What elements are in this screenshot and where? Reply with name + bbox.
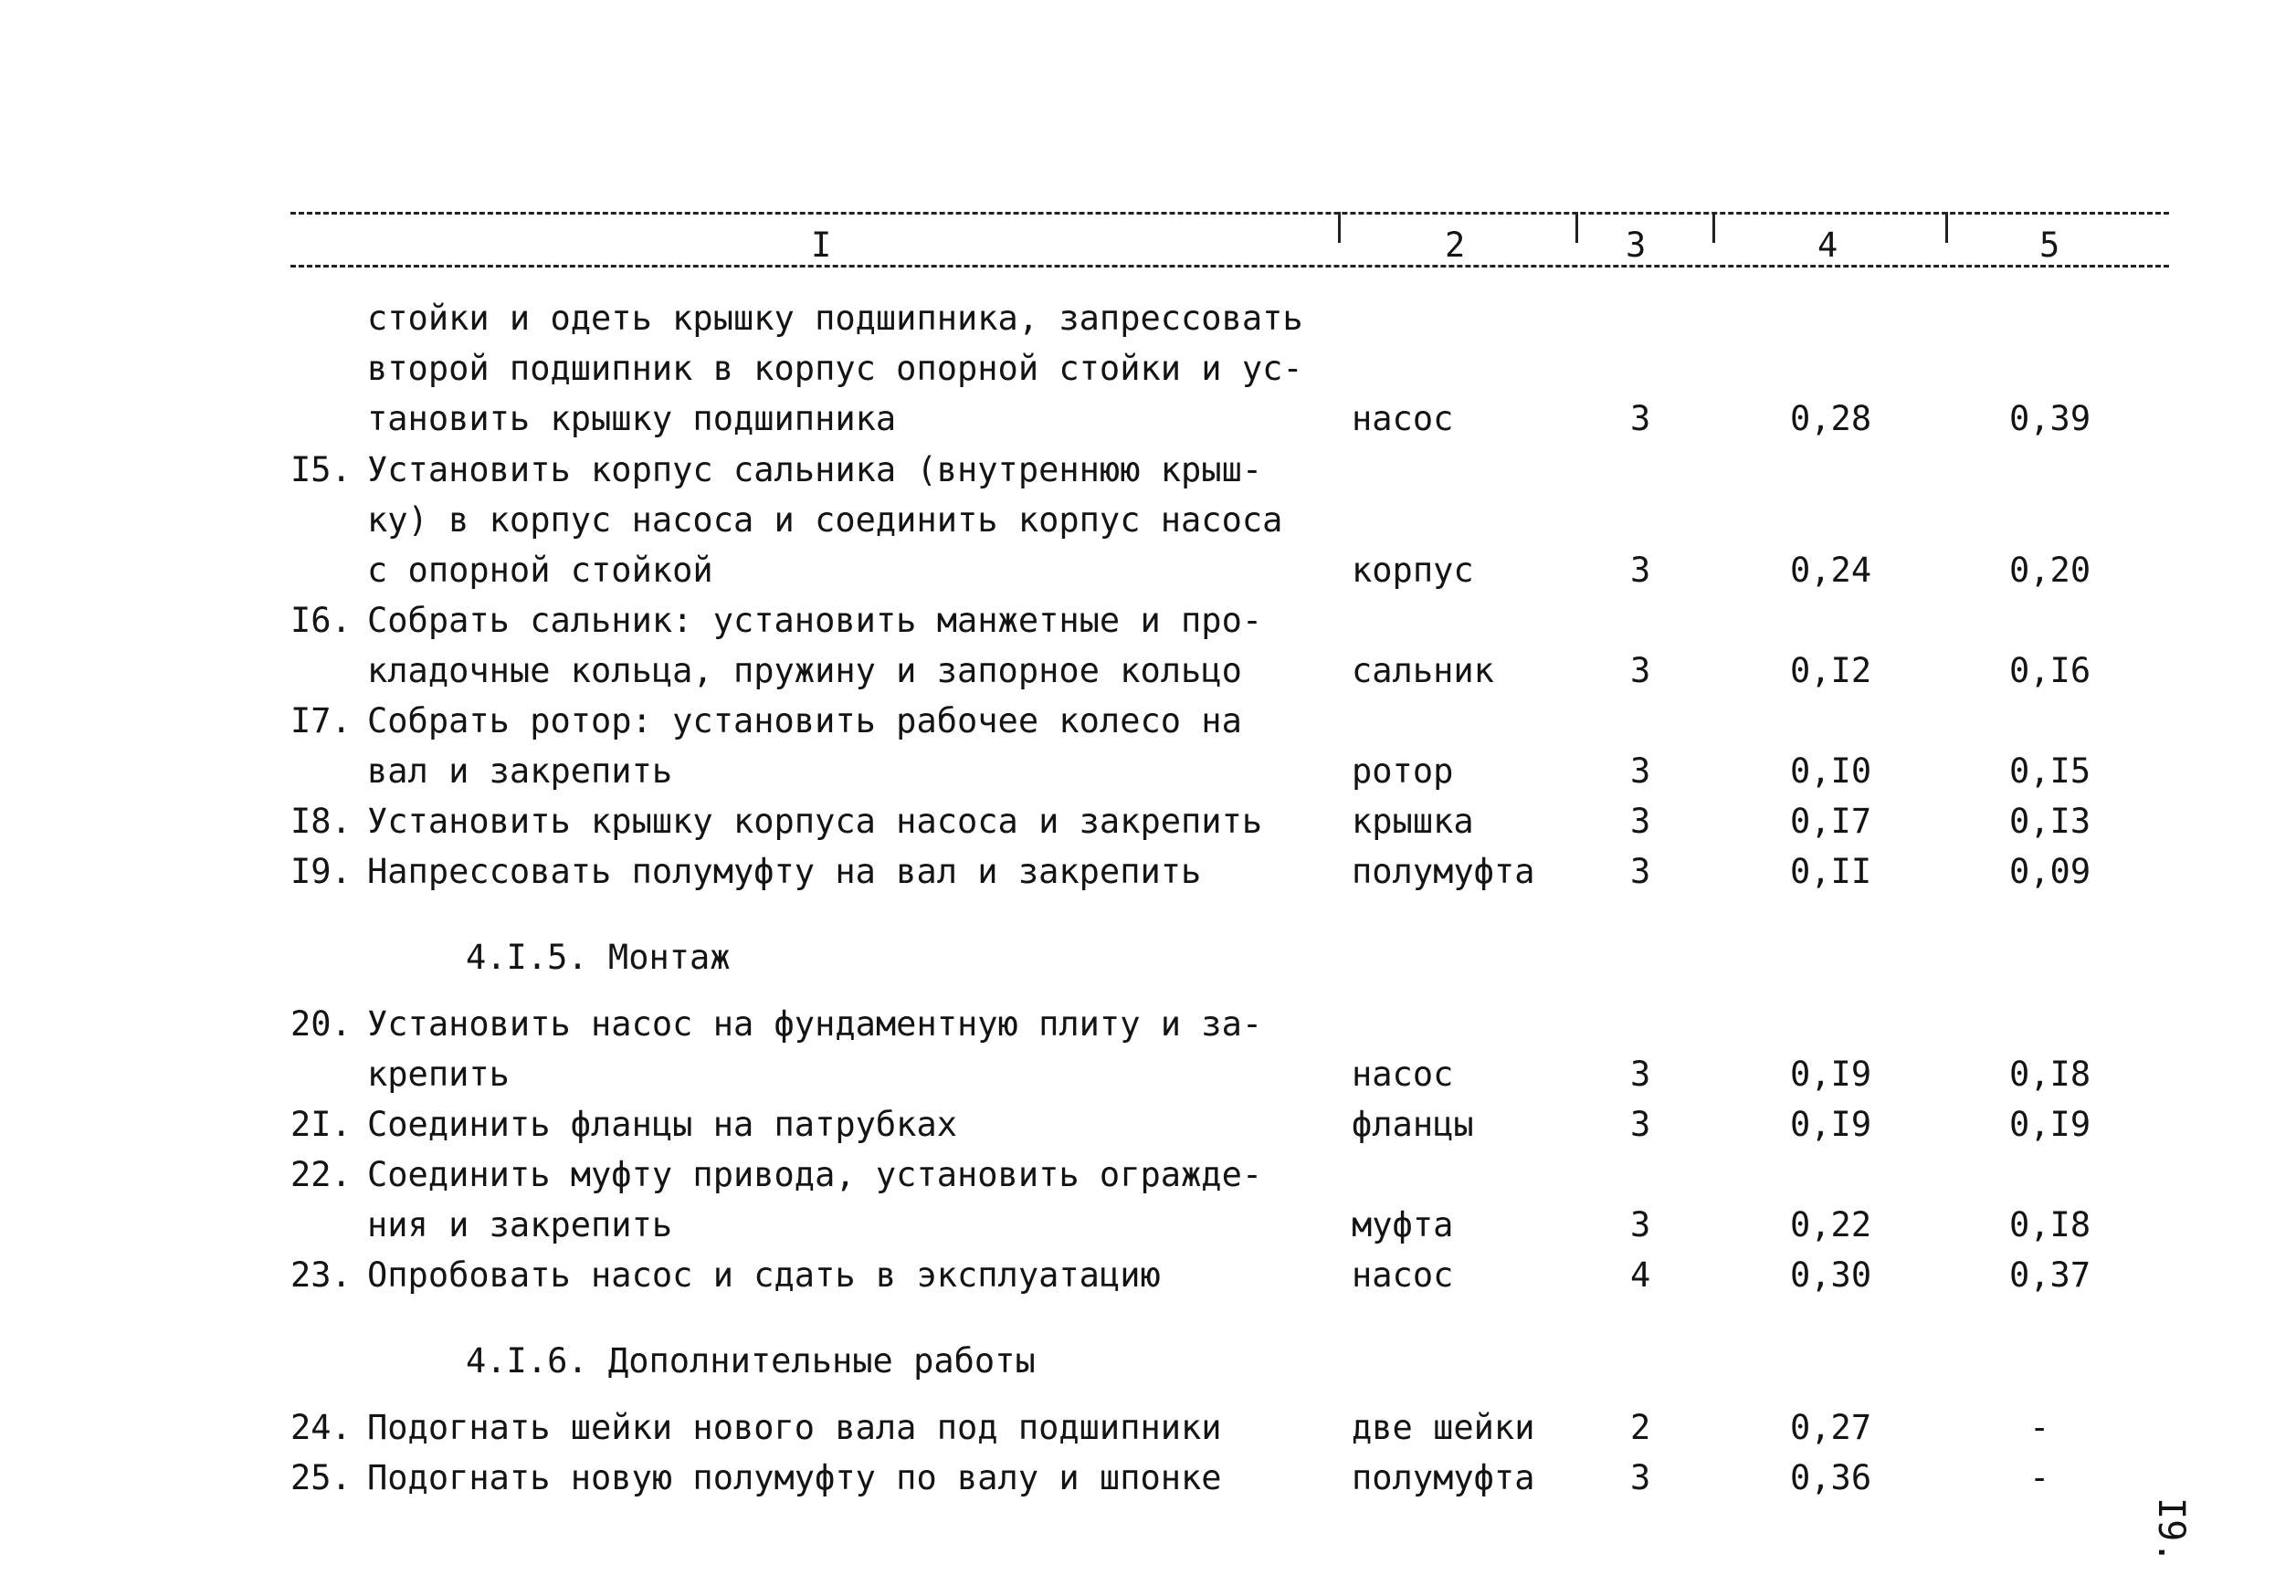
row-text: Собрать ротор: установить рабочее колесо на [367,701,1242,740]
row-text: Соединить фланцы на патрубках [367,1105,958,1144]
row-col4: 0,I0 [1790,751,1872,791]
row-unit: насос [1352,399,1454,438]
header-separator [1575,212,1578,243]
row-text: Собрать сальник: установить манжетные и про- [367,601,1263,640]
row-col4: 0,24 [1790,551,1872,590]
row-col4: 0,I9 [1790,1055,1872,1094]
row-number: I5. [290,450,352,489]
header-col-2: 2 [1445,226,1466,265]
header-col-1: I [811,226,832,265]
row-col4: 0,II [1790,852,1872,891]
row-text: Установить корпус сальника (внутреннюю крыш- [367,450,1263,489]
row-text: Напрессовать полумуфту на вал и закрепить [367,852,1202,891]
row-col5: 0,I8 [2009,1055,2091,1094]
row-col3: 3 [1630,852,1651,891]
row-number: I9. [290,852,352,891]
row-text: Установить крышку корпуса насоса и закрепить [367,802,1263,841]
section-heading: 4.I.6. Дополнительные работы [466,1341,1036,1381]
row-col4: 0,27 [1790,1408,1872,1447]
row-number: I8. [290,802,352,841]
row-unit: полумуфта [1352,852,1535,891]
header-col-5: 5 [2039,226,2060,265]
row-col3: 3 [1630,1055,1651,1094]
row-number: I6. [290,601,352,640]
row-text: стойки и одеть крышку подшипника, запрессовать [367,299,1303,338]
row-col3: 2 [1630,1408,1651,1447]
row-text: вал и закрепить [367,751,673,791]
row-text: ния и закрепить [367,1205,673,1244]
row-unit: фланцы [1352,1105,1474,1144]
row-col3: 3 [1630,399,1651,438]
row-unit: муфта [1352,1205,1454,1244]
row-col5: 0,I5 [2009,751,2091,791]
row-col5: 0,20 [2009,551,2091,590]
header-separator [1945,212,1948,243]
row-col4: 0,28 [1790,399,1872,438]
row-number: 24. [290,1408,352,1447]
row-text: кладочные кольца, пружину и запорное кольцо [367,651,1242,690]
row-col5: 0,I6 [2009,651,2091,690]
row-text: Соединить муфту привода, установить огражде- [367,1155,1263,1194]
row-col3: 3 [1630,751,1651,791]
row-col3: 3 [1630,551,1651,590]
row-col5: - [2029,1458,2050,1497]
row-col3: 3 [1630,1105,1651,1144]
row-col4: 0,I9 [1790,1105,1872,1144]
row-col5: 0,I9 [2009,1105,2091,1144]
row-text: с опорной стойкой [367,551,713,590]
row-col5: 0,I8 [2009,1205,2091,1244]
row-unit: ротор [1352,751,1454,791]
row-unit: насос [1352,1255,1454,1295]
row-col5: 0,09 [2009,852,2091,891]
row-number: 23. [290,1255,352,1295]
row-unit: корпус [1352,551,1474,590]
row-col3: 3 [1630,1205,1651,1244]
header-top-rule [290,212,2169,215]
row-col4: 0,I7 [1790,802,1872,841]
row-text: Опробовать насос и сдать в эксплуатацию [367,1255,1161,1295]
section-heading: 4.I.5. Монтаж [466,938,731,977]
row-col4: 0,36 [1790,1458,1872,1497]
row-unit: полумуфта [1352,1458,1535,1497]
row-text: тановить крышку подшипника [367,399,897,438]
row-text: Подогнать новую полумуфту по валу и шпонке [367,1458,1222,1497]
row-text: Установить насос на фундаментную плиту и за- [367,1004,1263,1044]
header-col-4: 4 [1817,226,1838,265]
row-number: 22. [290,1155,352,1194]
row-text: Подогнать шейки нового вала под подшипники [367,1408,1222,1447]
row-text: крепить [367,1055,510,1094]
row-col5: 0,I3 [2009,802,2091,841]
row-text: второй подшипник в корпус опорной стойки и ус- [367,349,1303,388]
row-col5: 0,37 [2009,1255,2091,1295]
row-col4: 0,I2 [1790,651,1872,690]
row-col3: 3 [1630,802,1651,841]
header-bottom-rule [290,265,2169,268]
page-number: I9. [2150,1497,2192,1564]
row-unit: крышка [1352,802,1474,841]
row-col4: 0,30 [1790,1255,1872,1295]
row-number: 20. [290,1004,352,1044]
row-number: I7. [290,701,352,740]
row-col5: - [2029,1408,2050,1447]
row-unit: две шейки [1352,1408,1535,1447]
row-col5: 0,39 [2009,399,2091,438]
row-unit: насос [1352,1055,1454,1094]
row-col3: 3 [1630,1458,1651,1497]
header-separator [1712,212,1715,243]
row-number: 2I. [290,1105,352,1144]
row-col3: 4 [1630,1255,1651,1295]
row-col4: 0,22 [1790,1205,1872,1244]
row-col3: 3 [1630,651,1651,690]
header-col-3: 3 [1626,226,1647,265]
row-text: ку) в корпус насоса и соединить корпус насоса [367,500,1283,540]
row-unit: сальник [1352,651,1494,690]
header-separator [1338,212,1341,243]
row-number: 25. [290,1458,352,1497]
